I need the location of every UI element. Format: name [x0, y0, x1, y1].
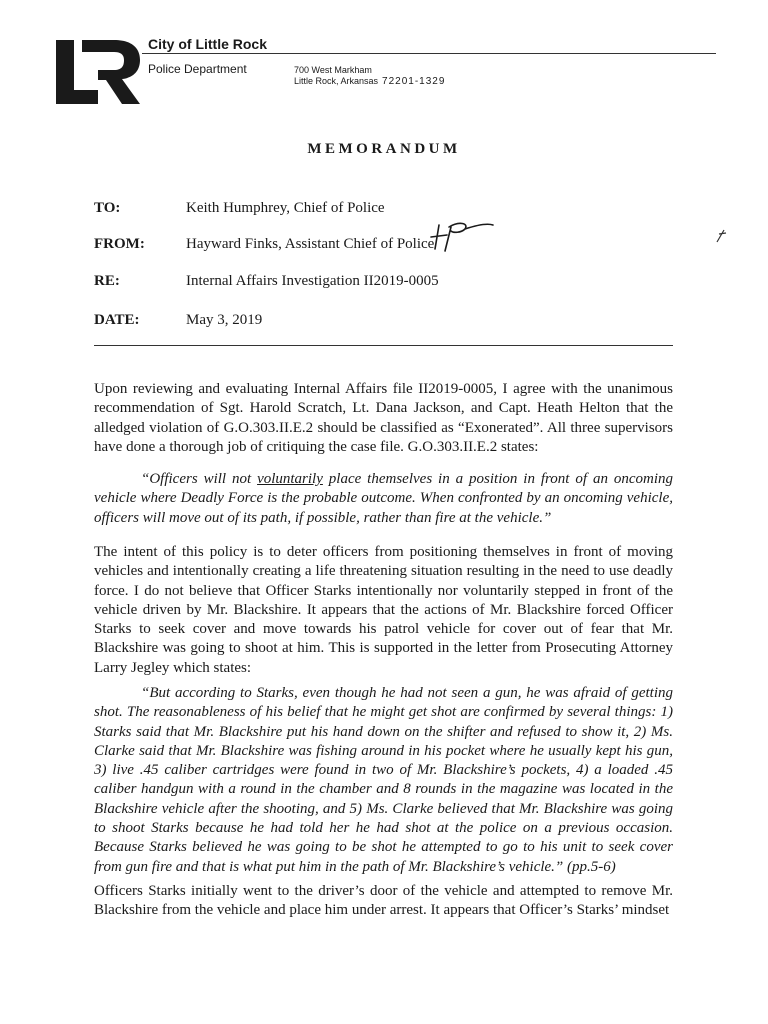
lrpd-logo-icon: [52, 36, 142, 108]
quote-policy-underlined: voluntarily: [257, 471, 323, 487]
quote-prosecutor: “But according to Starks, even though he had not seen a gun, he was afraid of getting shot. The reasonableness of his belief that he might get shot are confirmed by several things: 1) Starks said that Mr. Blackshire put his hand down on the shifter and refused to show it, 2) Ms. Clarke said that Mr. Blackshire was fishing around in his pocket where he usually kept his gun, 3) live .45 caliber cartridges were found in two of Mr. Blackshire’s pockets, 4) a loaded .45 caliber handgun with a round in the chamber and 8 rounds in the magazine was located in the Blackshire vehicle after the shooting, and 5) Ms. Clarke believed that Mr. Blackshire was going to shoot Starks because he had told her he had shot at the police on a previous occasion. Because Starks believed he was going to be shot he attempted to go to his unit to seek cover from gun fire and that is what put him in the path of Mr. Blackshire’s vehicle.” (pp.5-6): [94, 685, 673, 875]
paragraph-1: Upon reviewing and evaluating Internal Affairs file II2019-0005, I agree with the unanimous recommendation of Sgt. Harold Scratch, Lt. Dana Jackson, and Capt. Heath Helton that the alledged violation of G.O.303.II.E.2 should be classified as “Exonerated”. All three supervisors have done a thorough job of critiquing the case file. G.O.303.II.E.2 states:: [94, 381, 673, 455]
paragraph-2: The intent of this policy is to deter officers from positioning themselves in front of moving vehicles and intentionally creating a life threatening situation resulting in the need to use deadly force. I do not believe that Officer Starks intentionally nor voluntarily stepped in front of the vehicle driven by Mr. Blackshire. It appears that the actions of Mr. Blackshire forced Officer Starks to seek cover and move towards his patrol vehicle for cover out of fear that Mr. Blackshire was going to shoot at him. This is supported in the letter from Prosecuting Attorney Larry Jegley which states:: [94, 544, 673, 676]
margin-mark-icon: [714, 228, 728, 244]
initials-signature-icon: [425, 219, 497, 255]
paragraph-3: Officers Starks initially went to the driver’s door of the vehicle and attempted to remove Mr. Blackshire from the vehicle and place him under arrest. It appears that Officer’s Starks’ mindset: [94, 883, 673, 919]
re-label: RE:: [94, 273, 120, 289]
header-divider: [94, 345, 673, 346]
zip-code: 72201-1329: [382, 76, 446, 87]
memo-title: MEMORANDUM: [307, 141, 461, 157]
from-label: FROM:: [94, 236, 145, 252]
department-name: Police Department: [148, 62, 247, 76]
address-block: [294, 65, 445, 87]
quote-policy: [94, 470, 673, 528]
to-label: TO:: [94, 200, 121, 216]
address-line-1: 700 West Markham: [294, 65, 372, 75]
quote-policy-end: place themselves in a position in front of an oncoming vehicle where Deadly Force is the probable outcome. When confronted by an oncoming vehicle, officers will move out of its path, if possible, rather than fire at the vehicle.”: [94, 471, 674, 526]
address-line-2: Little Rock, Arkansas: [294, 76, 379, 86]
city-name: City of Little Rock: [148, 36, 268, 52]
date-label: DATE:: [94, 312, 140, 328]
re-value: Internal Affairs Investigation II2019-0005: [186, 273, 439, 289]
from-value: Hayward Finks, Assistant Chief of Police: [186, 236, 435, 252]
letterhead-rule: [142, 53, 716, 54]
quote-policy-start: “Officers will not: [141, 471, 258, 487]
to-value: Keith Humphrey, Chief of Police: [186, 200, 385, 216]
date-value: May 3, 2019: [186, 312, 263, 328]
